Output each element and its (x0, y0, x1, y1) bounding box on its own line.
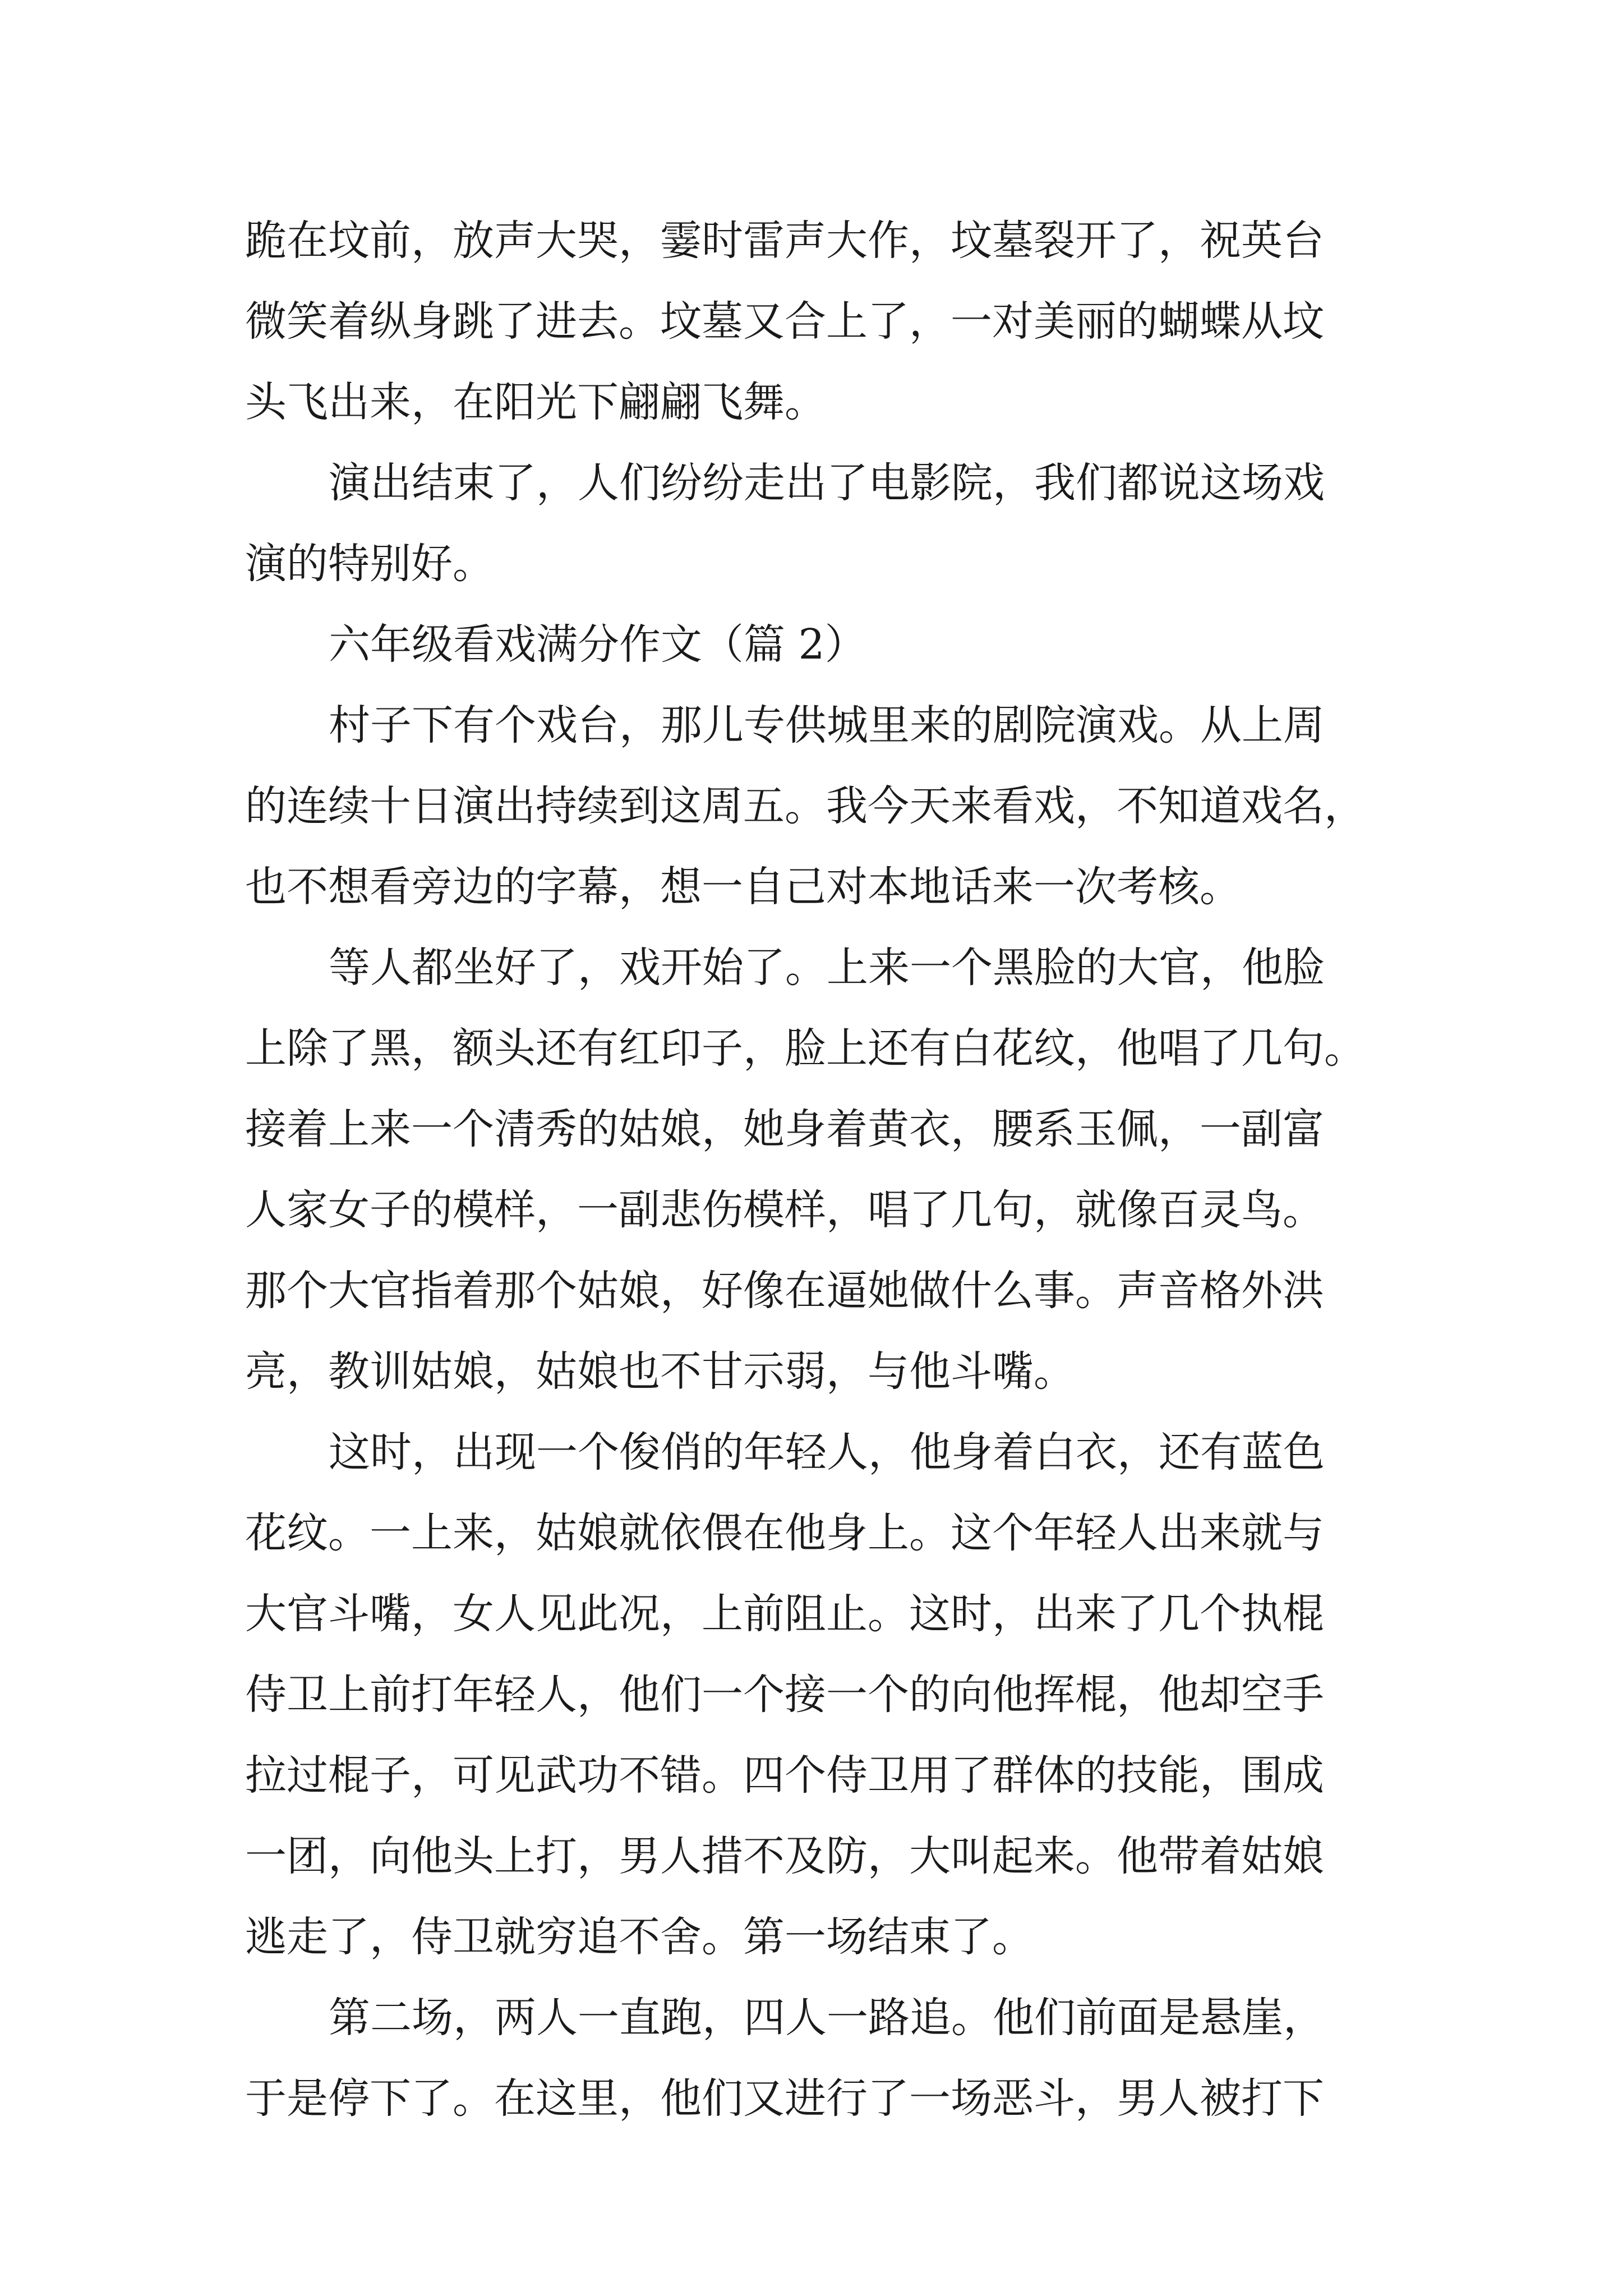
section-heading: 六年级看戏满分作文（篇 2） (329, 620, 866, 669)
text-line: 等人都坐好了，戏开始了。上来一个黑脸的大官，他脸 (329, 944, 1325, 992)
text-line: 第二场，两人一直跑，四人一路追。他们前面是悬崖， (329, 1994, 1325, 2042)
text-line: 那个大官指着那个姑娘，好像在逼她做什么事。声音格外洪 (245, 1267, 1324, 1315)
text-line: 于是停下了。在这里，他们又进行了一场恶斗，男人被打下 (245, 2074, 1324, 2123)
text-line: 侍卫上前打年轻人，他们一个接一个的向他挥棍，他却空手 (245, 1671, 1324, 1719)
text-line: 这时，出现一个俊俏的年轻人，他身着白衣，还有蓝色 (329, 1428, 1325, 1476)
text-line: 逃走了，侍卫就穷追不舍。第一场结束了。 (245, 1913, 1034, 1961)
text-line: 跪在坟前，放声大哭，霎时雷声大作，坟墓裂开了，祝英台 (245, 217, 1324, 265)
text-line: 花纹。一上来，姑娘就依偎在他身上。这个年轻人出来就与 (245, 1509, 1324, 1557)
text-line: 拉过棍子，可见武功不错。四个侍卫用了群体的技能，围成 (245, 1751, 1324, 1800)
text-line: 一团，向他头上打，男人措不及防，大叫起来。他带着姑娘 (245, 1832, 1324, 1880)
text-line: 的连续十日演出持续到这周五。我今天来看戏，不知道戏名， (245, 782, 1366, 830)
text-line: 大官斗嘴，女人见此况，上前阻止。这时，出来了几个执棍 (245, 1590, 1324, 1638)
text-line: 人家女子的模样，一副悲伤模样，唱了几句，就像百灵鸟。 (245, 1186, 1324, 1234)
text-line: 接着上来一个清秀的姑娘，她身着黄衣，腰系玉佩，一副富 (245, 1105, 1324, 1153)
text-line: 演的特别好。 (245, 540, 494, 588)
text-line: 村子下有个戏台，那儿专供城里来的剧院演戏。从上周 (329, 701, 1325, 749)
text-line: 也不想看旁边的字幕，想一自己对本地话来一次考核。 (245, 863, 1241, 911)
text-line: 演出结束了，人们纷纷走出了电影院，我们都说这场戏 (329, 459, 1325, 507)
text-line: 上除了黑，额头还有红印子，脸上还有白花纹，他唱了几句。 (245, 1024, 1366, 1073)
text-line: 头飞出来，在阳光下翩翩飞舞。 (245, 378, 826, 426)
text-line: 微笑着纵身跳了进去。坟墓又合上了，一对美丽的蝴蝶从坟 (245, 297, 1324, 346)
text-line: 亮，教训姑娘，姑娘也不甘示弱，与他斗嘴。 (245, 1347, 1075, 1396)
